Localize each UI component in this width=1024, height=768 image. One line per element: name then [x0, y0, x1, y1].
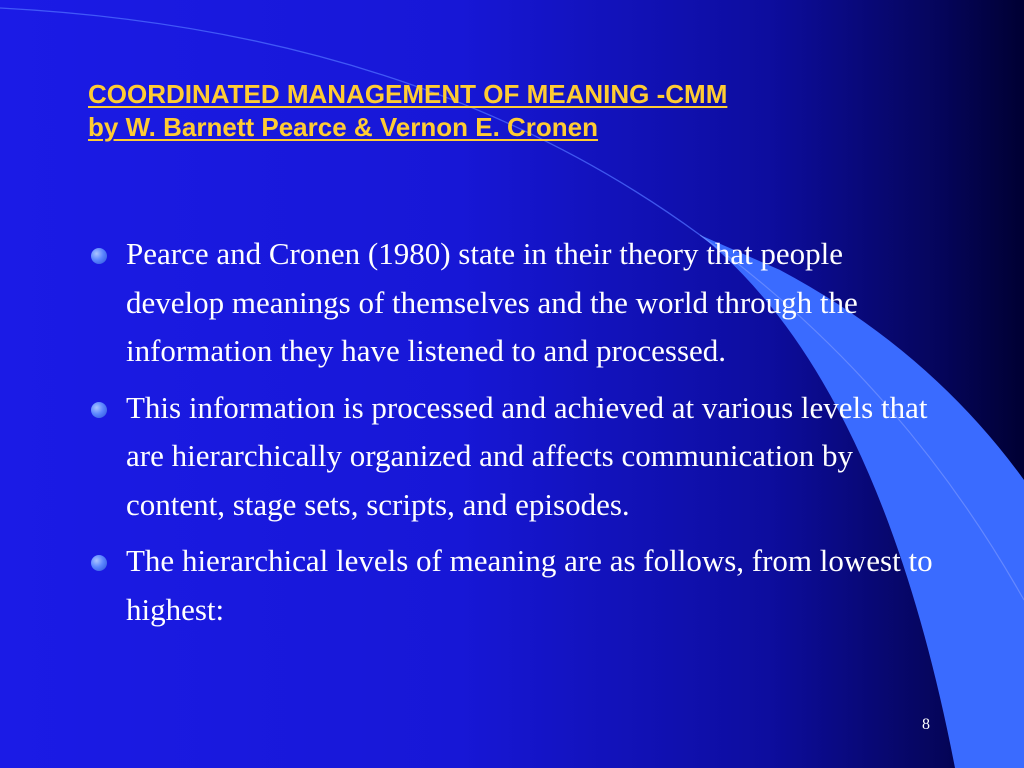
bullet-text: Pearce and Cronen (1980) state in their theory that people develop meanings of themselves and the world through the information they have listened to and processed. [126, 236, 858, 368]
bullet-item [88, 537, 948, 634]
slide-title-line-2: by W. Barnett Pearce & Vernon E. Cronen [88, 112, 599, 142]
slide-number: 8 [922, 716, 930, 733]
bullet-dot-icon [91, 248, 107, 264]
bullet-item [88, 230, 948, 376]
bullet-item [88, 384, 948, 530]
slide-title-line-1: COORDINATED MANAGEMENT OF MEANING -CMM [88, 79, 728, 109]
slide-title [88, 78, 948, 144]
bullet-dot-icon [91, 555, 107, 571]
bullet-text: This information is processed and achieved at various levels that are hierarchically organized and affects communication by content, stage sets, scripts, and episodes. [126, 389, 928, 522]
bullet-dot-icon [91, 402, 107, 418]
bullet-text: The hierarchical levels of meaning are as follows, from lowest to highest: [126, 543, 933, 627]
bullet-list [88, 230, 948, 642]
